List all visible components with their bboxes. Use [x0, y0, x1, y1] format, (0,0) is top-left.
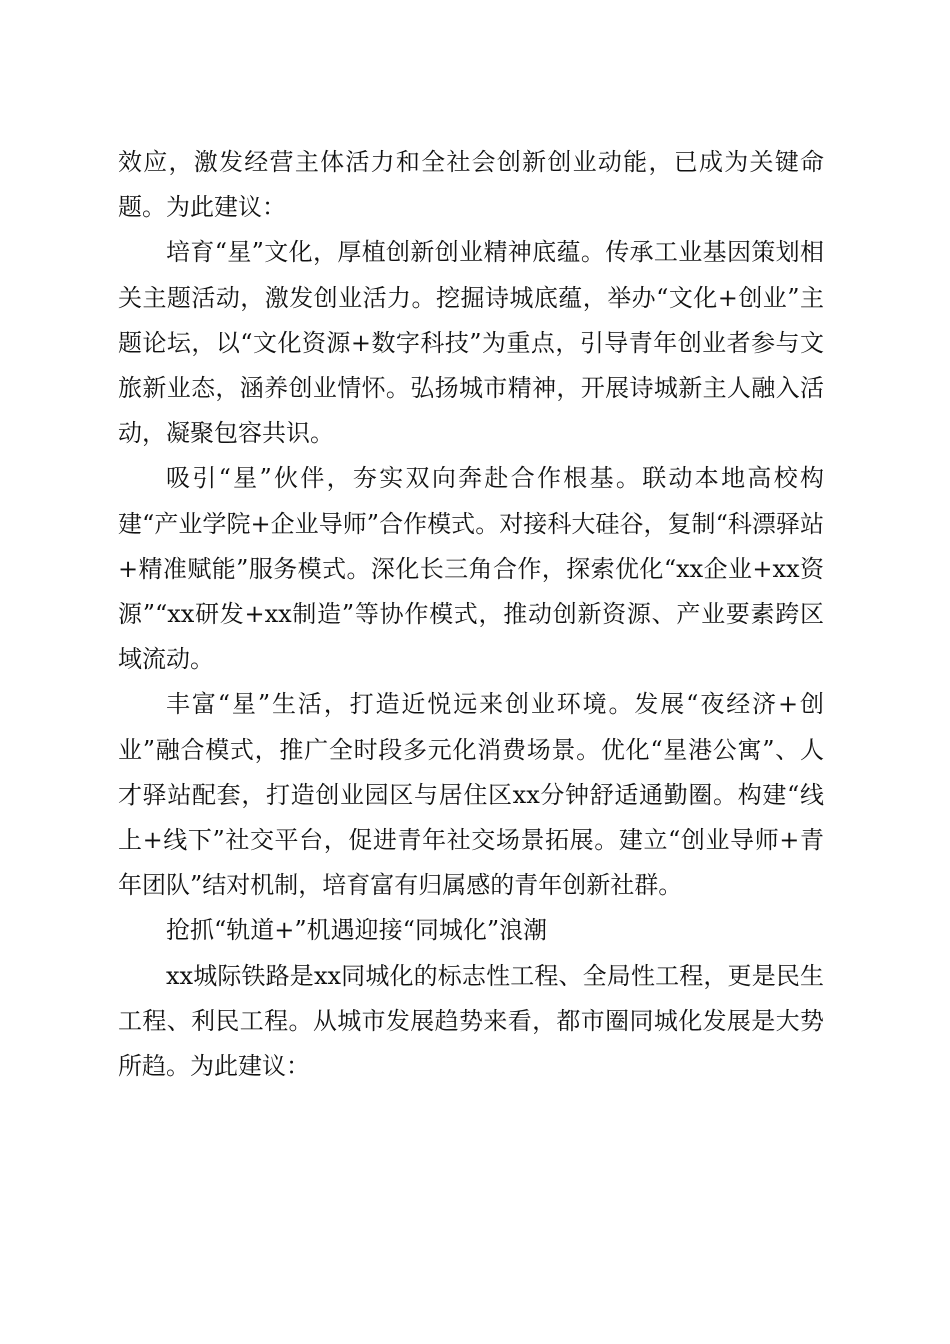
- document-body: [118, 140, 824, 1089]
- section-heading: 抢抓“轨道+”机遇迎接“同城化”浪潮: [166, 916, 548, 945]
- paragraph-culture: 培育“星”文化，厚植创新创业精神底蕴。传承工业基因策划相关主题活动，激发创业活力。挖掘诗城底蕴，举办“文化+创业”主题论坛，以“文化资源+数字科技”为重点，引导青年创业者参与文旅新业态，涵养创业情怀。弘扬城市精神，开展诗城新主人融入活动，凝聚包容共识。: [118, 238, 824, 448]
- paragraph-continuation: 效应，激发经营主体活力和全社会创新创业动能，已成为关键命题。为此建议：: [118, 148, 824, 222]
- paragraph-partners: 吸引“星”伙伴，夯实双向奔赴合作根基。联动本地高校构建“产业学院+企业导师”合作模式。对接科大硅谷，复制“科漂驿站+精准赋能”服务模式。深化长三角合作，探索优化“xx企业+xx资源”“xx研发+xx制造”等协作模式，推动创新资源、产业要素跨区域流动。: [118, 464, 824, 674]
- paragraph-living: 丰富“星”生活，打造近悦远来创业环境。发展“夜经济+创业”融合模式，推广全时段多元化消费场景。优化“星港公寓”、人才驿站配套，打造创业园区与居住区xx分钟舒适通勤圈。构建“线上+线下”社交平台，促进青年社交场景拓展。建立“创业导师+青年团队”结对机制，培育富有归属感的青年创新社群。: [118, 690, 824, 900]
- paragraph-railway: xx城际铁路是xx同城化的标志性工程、全局性工程，更是民生工程、利民工程。从城市发展趋势来看，都市圈同城化发展是大势所趋。为此建议：: [118, 961, 824, 1081]
